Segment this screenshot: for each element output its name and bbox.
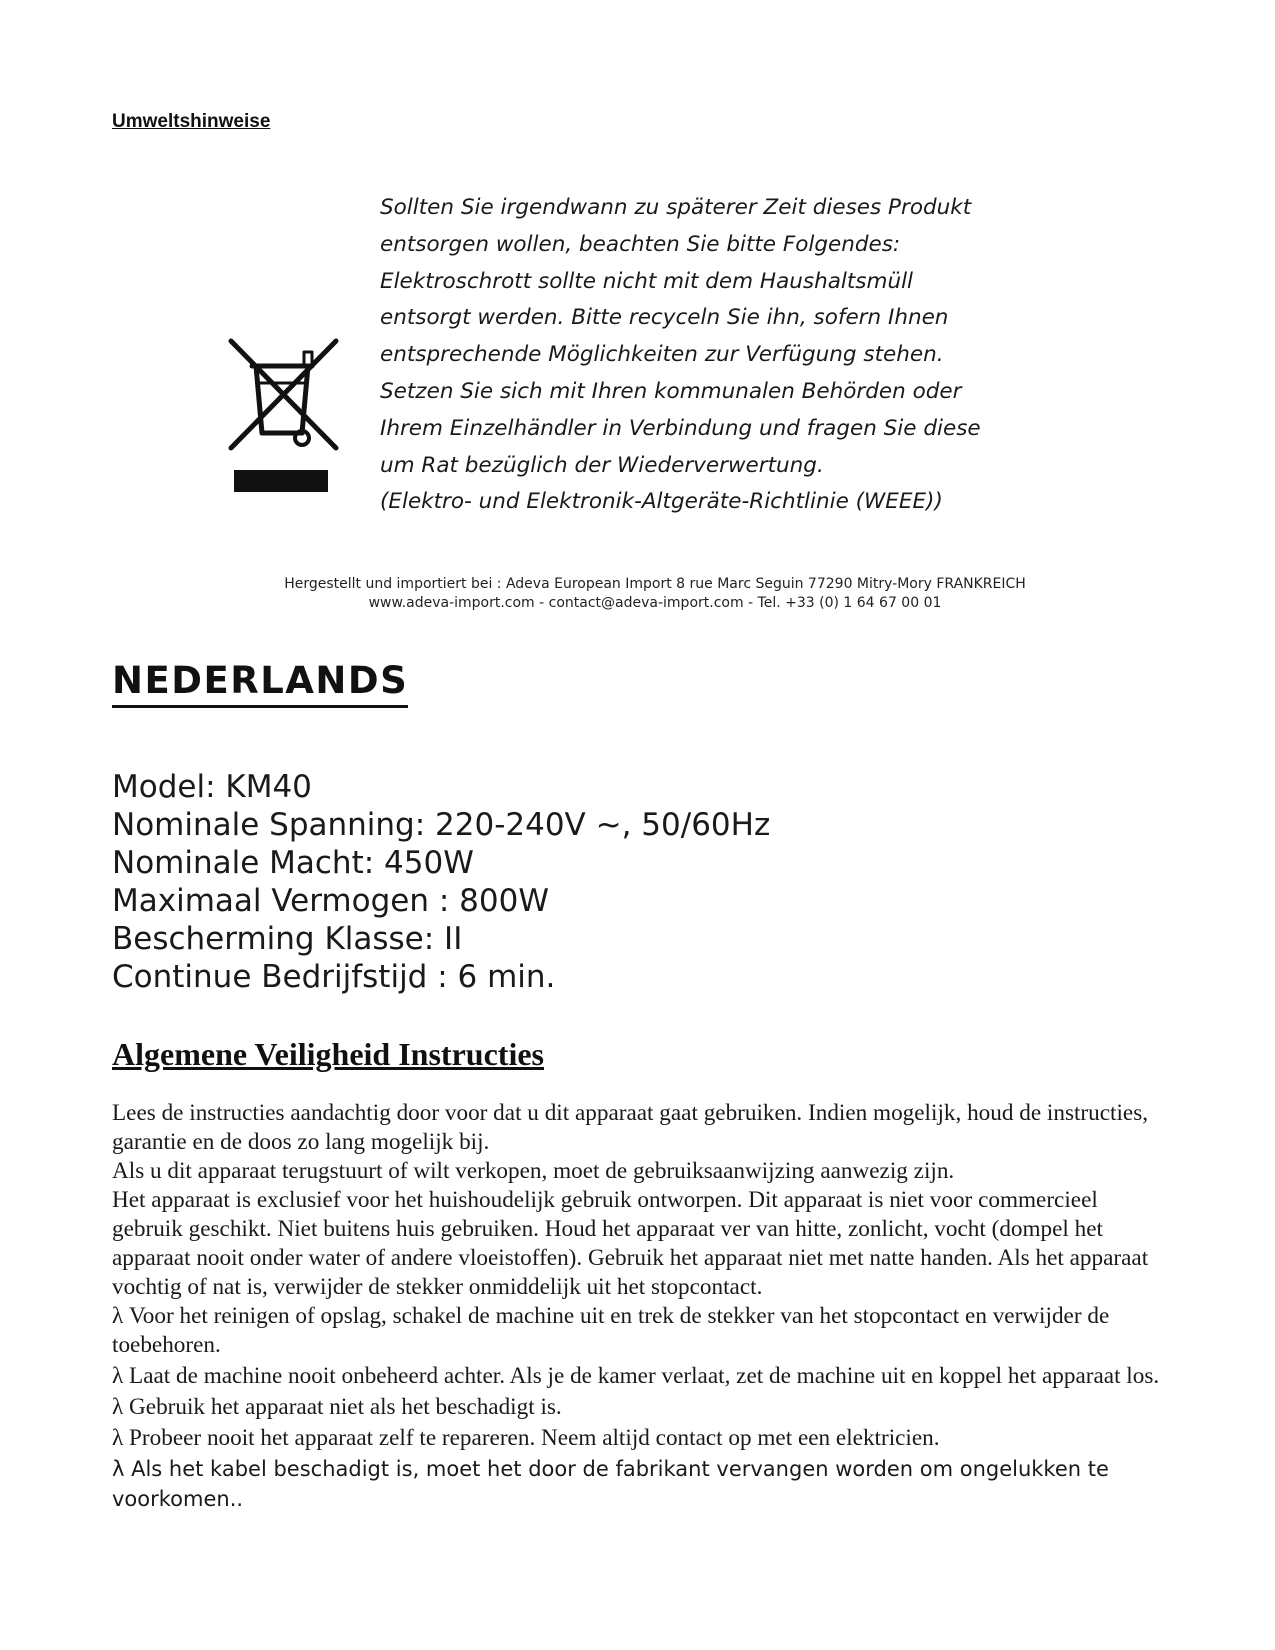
manufacturer-contact: www.adeva-import.com - contact@adeva-import.com - Tel. +33 (0) 1 64 67 00 01 (368, 595, 942, 611)
weee-line: Sollten Sie irgendwann zu späterer Zeit dieses Produkt (380, 195, 972, 220)
weee-notice (380, 190, 1060, 521)
manufacturer-address: Hergestellt und importiert bei : Adeva European Import 8 rue Marc Seguin 77290 Mitry-Mory FRANKREICH (284, 576, 1026, 592)
spec-operating-time: Continue Bedrijfstijd : 6 min. (112, 959, 556, 995)
safety-heading: Algemene Veiligheid Instructies (112, 1036, 544, 1072)
safety-bullet: λ Laat de machine nooit onbeheerd achter. Als je de kamer verlaat, zet de machine uit en koppel het apparaat los. (112, 1363, 1160, 1389)
safety-bullet: λ Gebruik het apparaat niet als het beschadigt is. (112, 1394, 562, 1420)
spec-voltage: Nominale Spanning: 220-240V ~, 50/60Hz (112, 807, 771, 843)
umwelt-heading: Umweltshinweise (112, 111, 271, 132)
weee-line: entsorgen wollen, beachten Sie bitte Folgendes: (380, 231, 901, 257)
language-heading: NEDERLANDS (112, 658, 408, 708)
safety-paragraph: Het apparaat is exclusief voor het huishoudelijk gebruik ontworpen. Dit apparaat is niet voor commercieel gebruik geschikt. Niet buitens huis gebruiken. Houd het apparaat ver van hitte, zonlicht, vocht (dompel het apparaat nooit onder water of andere vloeistoffen). Gebruik het apparaat niet met natte handen. Als het apparaat vochtig of nat is, verwijder de stekker onmiddelijk uit het stopcontact. (112, 1187, 1149, 1300)
safety-bullet: λ Probeer nooit het apparaat zelf te repareren. Neem altijd contact op met een elektricien. (112, 1425, 940, 1451)
safety-instructions (112, 1099, 1172, 1514)
weee-line: um Rat bezüglich der Wiederverwertung. (380, 452, 824, 478)
safety-paragraph: Lees de instructies aandachtig door voor dat u dit apparaat gaat gebruiken. Indien mogelijk, houd de instructies, garantie en de doos zo lang mogelijk bij. (112, 1100, 1149, 1155)
safety-bullet: λ Als het kabel beschadigt is, moet het door de fabrikant vervangen worden om ongelukken te voorkomen.. (112, 1457, 1109, 1511)
spec-model: Model: KM40 (112, 769, 312, 805)
safety-paragraph: Als u dit apparaat terugstuurt of wilt verkopen, moet de gebruiksaanwijzing aanwezig zijn. (112, 1158, 955, 1184)
weee-line: entsorgt werden. Bitte recyceln Sie ihn, sofern Ihnen (380, 305, 949, 331)
weee-line: entsprechende Möglichkeiten zur Verfügung stehen. (380, 342, 944, 368)
safety-bullet: λ Voor het reinigen of opslag, schakel de machine uit en trek de stekker van het stopcontact en verwijder de toebehoren. (112, 1303, 1110, 1358)
crossed-out-wheelie-bin-icon (228, 338, 342, 500)
weee-line: Setzen Sie sich mit Ihren kommunalen Behörden oder (380, 378, 962, 404)
spec-protection-class: Bescherming Klasse: II (112, 921, 463, 957)
weee-line: Ihrem Einzelhändler in Verbindung und fragen Sie diese (380, 415, 981, 441)
spec-list (112, 768, 770, 996)
spec-power: Nominale Macht: 450W (112, 845, 474, 881)
weee-line: Elektroschrott sollte nicht mit dem Haushaltsmüll (380, 268, 914, 294)
weee-bar (234, 470, 328, 492)
weee-line: (Elektro- und Elektronik-Altgeräte-Richtlinie (WEEE)) (380, 489, 943, 515)
spec-max-power: Maximaal Vermogen : 800W (112, 883, 549, 919)
